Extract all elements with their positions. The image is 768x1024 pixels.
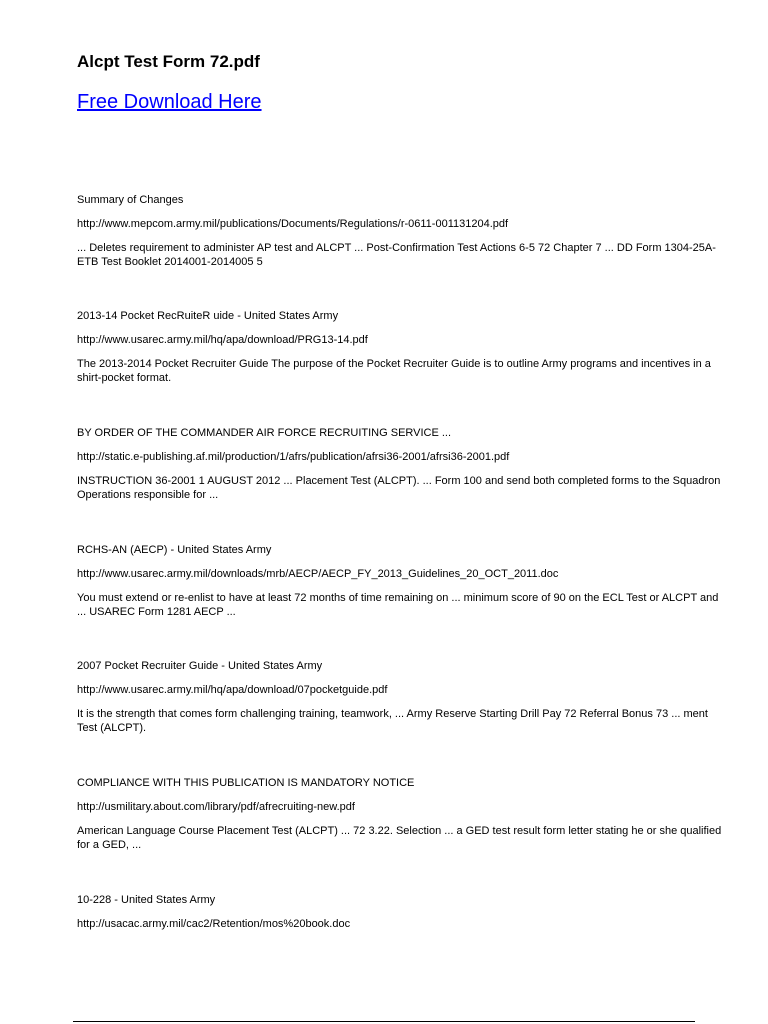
result-entry (77, 893, 737, 931)
entry-url[interactable]: http://www.usarec.army.mil/hq/apa/download/07pocketguide.pdf (77, 684, 388, 696)
entry-heading: 10-228 - United States Army (77, 894, 216, 906)
entry-heading: COMPLIANCE WITH THIS PUBLICATION IS MANDATORY NOTICE (77, 777, 415, 789)
entry-url[interactable]: http://www.usarec.army.mil/hq/apa/download/PRG13-14.pdf (77, 334, 368, 346)
entry-url[interactable]: http://static.e-publishing.af.mil/production/1/afrs/publication/afrsi36-2001/afrsi36-2001.pdf (77, 451, 510, 463)
result-entry (77, 309, 737, 385)
entry-heading: 2013-14 Pocket RecRuiteR uide - United States Army (77, 310, 339, 322)
result-entry (77, 776, 737, 852)
document-title: Alcpt Test Form 72.pdf (77, 52, 260, 71)
footer-divider (73, 1021, 695, 1022)
entry-heading: Summary of Changes (77, 194, 184, 206)
entry-snippet: The 2013-2014 Pocket Recruiter Guide The purpose of the Pocket Recruiter Guide is to outline Army programs and incentives in a shirt-pocket format. (77, 358, 711, 384)
entry-snippet: INSTRUCTION 36-2001 1 AUGUST 2012 ... Placement Test (ALCPT). ... Form 100 and send both completed forms to the Squadron Operations responsible for ... (77, 475, 721, 501)
entry-url[interactable]: http://usacac.army.mil/cac2/Retention/mos%20book.doc (77, 918, 351, 930)
entry-snippet: ... Deletes requirement to administer AP test and ALCPT ... Post-Confirmation Test Actions 6-5 72 Chapter 7 ... DD Form 1304-25A-ETB Test Booklet 2014001-2014005 5 (77, 242, 716, 268)
entry-url[interactable]: http://www.mepcom.army.mil/publications/Documents/Regulations/r-0611-001131204.pdf (77, 218, 509, 230)
entry-snippet: You must extend or re-enlist to have at least 72 months of time remaining on ... minimum score of 90 on the ECL Test or ALCPT and ... USAREC Form 1281 AECP ... (77, 592, 719, 618)
entry-url[interactable]: http://www.usarec.army.mil/downloads/mrb/AECP/AECP_FY_2013_Guidelines_20_OCT_2011.doc (77, 568, 559, 580)
entry-heading: BY ORDER OF THE COMMANDER AIR FORCE RECRUITING SERVICE ... (77, 427, 452, 439)
entry-heading: 2007 Pocket Recruiter Guide - United States Army (77, 660, 323, 672)
result-entry (77, 543, 737, 619)
entry-url[interactable]: http://usmilitary.about.com/library/pdf/afrecruiting-new.pdf (77, 801, 355, 813)
result-entry (77, 659, 737, 735)
free-download-link[interactable]: Free Download Here (77, 91, 262, 113)
entry-snippet: American Language Course Placement Test (ALCPT) ... 72 3.22. Selection ... a GED test result form letter stating he or she qualified for a GED, ... (77, 825, 722, 851)
result-entry (77, 193, 737, 269)
entry-snippet: It is the strength that comes form challenging training, teamwork, ... Army Reserve Starting Drill Pay 72 Referral Bonus 73 ... ment Test (ALCPT). (77, 708, 708, 734)
entry-heading: RCHS-AN (AECP) - United States Army (77, 544, 272, 556)
result-entry (77, 426, 737, 502)
